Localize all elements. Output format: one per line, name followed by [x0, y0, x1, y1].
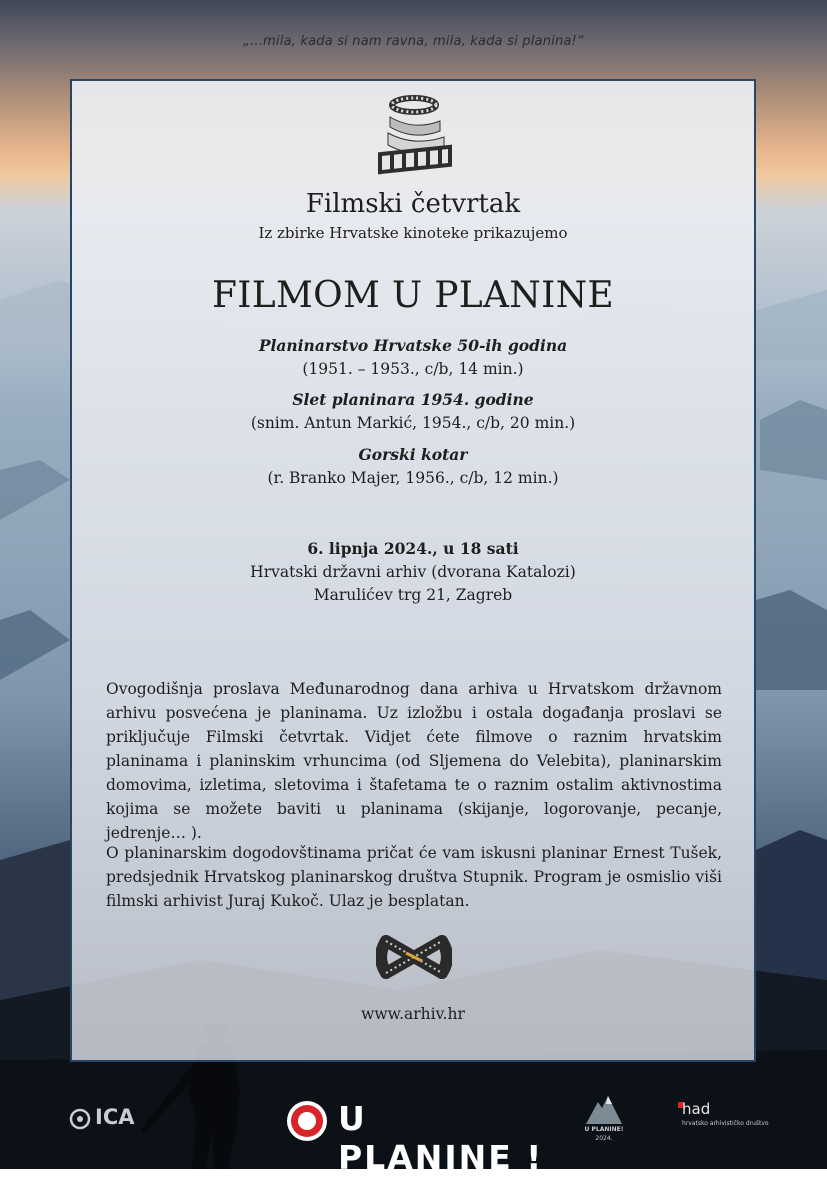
film-title: Planinarstvo Hrvatske 50-ih godina — [258, 336, 568, 355]
film-title: Gorski kotar — [358, 445, 468, 464]
event-title: FILMOM U PLANINE — [212, 275, 614, 316]
target-icon — [286, 1100, 328, 1142]
website-link[interactable]: www.arhiv.hr — [361, 1005, 465, 1023]
film-reel-icon — [372, 91, 456, 179]
series-title: Filmski četvrtak — [305, 189, 521, 219]
film-meta: (snim. Antun Markić, 1954., c/b, 20 min.) — [250, 414, 576, 432]
film-meta: (1951. – 1953., c/b, 14 min.) — [302, 360, 524, 378]
ica-text: ICA — [95, 1105, 135, 1129]
had-text: had — [682, 1100, 711, 1118]
film-title: Slet planinara 1954. godine — [292, 390, 534, 409]
u-planine-brand — [286, 1096, 546, 1177]
event-venue: Hrvatski državni arhiv (dvorana Katalozi) — [250, 563, 576, 581]
film-infinity-logo-icon — [376, 931, 452, 983]
event-address: Marulićev trg 21, Zagreb — [313, 586, 513, 604]
film-meta: (r. Branko Majer, 1956., c/b, 12 min.) — [267, 469, 559, 487]
event-panel — [70, 79, 756, 1062]
had-logo — [672, 1100, 772, 1134]
logo-year: 2024. — [595, 1135, 613, 1142]
description-paragraph: O planinarskim dogodovštinama pričat će vam iskusni planinar Ernest Tušek, predsjednik Hrvatskog planinarskog društva Stupnik. Program je osmislio viši filmski arhivist Juraj Kukoč. Ulaz je besplatan. — [106, 844, 722, 910]
ica-logo — [68, 1104, 158, 1134]
u-planine-2024-logo — [582, 1094, 626, 1146]
description-paragraph: Ovogodišnja proslava Međunarodnog dana arhiva u Hrvatskom državnom arhivu posvećena je planinama. Uz izložbu i ostala događanja proslavi se priključuje Filmski četvrtak. Vidjet ćete filmove o raznim hrvatskim planinama i planinskim vrhuncima (od Sljemena do Velebita), planinarskim domovima, izletima, sletovima i štafetama te o raznim ostalim aktivnostima kojima se možete baviti u planinama (skijanje, logorovanje, pecanje, jedrenje… ). — [106, 680, 722, 842]
had-subtitle: hrvatsko arhivističko društvo — [682, 1120, 769, 1127]
brand-text: U PLANINE ! — [338, 1099, 544, 1177]
ica-emblem-icon — [68, 1107, 92, 1131]
logo-caption: U PLANINE! — [584, 1126, 624, 1133]
mountain-peak-icon — [586, 1094, 622, 1124]
tagline: „...mila, kada si nam ravna, mila, kada si planina!“ — [243, 34, 584, 49]
event-date: 6. lipnja 2024., u 18 sati — [307, 539, 519, 558]
collection-subtitle: Iz zbirke Hrvatske kinoteke prikazujemo — [258, 224, 568, 242]
